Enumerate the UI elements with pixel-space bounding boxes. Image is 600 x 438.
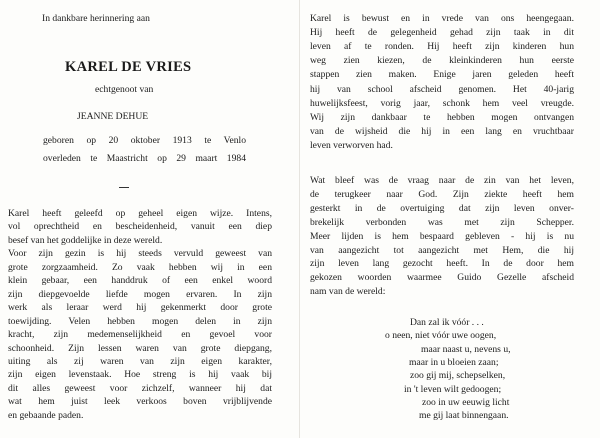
body-line: Voor zijn gezin is hij steeds vervuld geweest van [8, 248, 272, 260]
poem-line: Dan zal ik vóór . . . [410, 317, 484, 328]
body-line: schoonheid. Zijn lessen waren van grote diepgang, [8, 342, 272, 354]
paragraph-line: leven af te ronden. Hij heeft zijn kinderen hun [310, 41, 574, 53]
paragraph-line: leven verworven had. [310, 139, 393, 151]
poem-line: maar in u bloeien zaan; [409, 356, 499, 368]
paragraph-line: Wat bleef was de vraag naar de zin van het leven, [310, 175, 574, 186]
paragraph-line: van aangezicht tot aangezicht met Hem, die hij [310, 244, 574, 256]
paragraph-line: gekozen woorden waarmee Guido Gezelle afscheid [310, 272, 574, 284]
poem-line: o neen, niet vóór uwe oogen, [385, 330, 497, 342]
body-line: en gebaande paden. [8, 409, 84, 421]
right-page [300, 0, 600, 438]
birth-line: geboren op 20 oktober 1913 te Venlo [43, 135, 246, 146]
spouse-intro: echtgenoot van [95, 84, 154, 95]
paragraph-line: hij van school afscheid genomen. Het 40-jarig [310, 83, 574, 95]
paragraph-line: nam van de wereld: [310, 286, 386, 298]
body-line: grote zorgzaamheid. Zo vaak hebben wij in een [8, 261, 272, 273]
poem-line: me gij laat binnengaan. [419, 410, 509, 422]
paragraph-line: van de wijsheid die hij in een lang en vruchtbaar [310, 125, 574, 137]
poem-line: in 't leven wilt gedoogen; [404, 383, 502, 395]
body-line: Karel heeft geleefd op geheel eigen wijze. Intens, [8, 208, 272, 219]
paragraph-line: Wij zijn dankbaar te hebben mogen ontvangen [310, 111, 574, 123]
paragraph-line: Karel is bewust en in vrede van ons heengegaan. [310, 13, 574, 24]
body-line: dit alles geweest voor zichzelf, wanneer hij dat [8, 382, 272, 394]
deceased-name: KAREL DE VRIES [65, 59, 192, 75]
body-line: kracht, zijn medemenselijkheid en gevoel voor [8, 329, 272, 341]
spouse-name: JEANNE DEHUE [77, 111, 149, 122]
paragraph-line: brekelijk verbonden was met zijn Schepper. [310, 216, 574, 228]
body-line: klein gebaar, een handdruk of een enkel woord [8, 275, 272, 287]
body-line: toewijding. Velen hebben mogen delen in zijn [8, 315, 272, 327]
paragraph-line: de terugkeer naar God. Zijn ziekte heeft hem [310, 188, 574, 200]
body-line: wat hem juist leek verkoos boven vrijblijvende [8, 396, 272, 408]
paragraph-line: gesterkt in de overtuiging dat zijn leven onver- [310, 202, 574, 214]
paragraph-line: Hij heeft de gelegenheid gehad zijn taak in dit [310, 27, 574, 39]
body-line: besef van het goddelijke in deze wereld. [8, 234, 163, 246]
paragraph-line: zijn leven lang gezocht heeft. In de door hem [310, 258, 574, 270]
paragraph-line: huwelijksfeest, vorig jaar, schonk hem veel vreugde. [310, 97, 574, 109]
poem-line: zoo gij mij, schepselken, [410, 370, 506, 382]
paragraph-line: Meer lijden is hem bespaard gebleven - hij is nu [310, 230, 574, 242]
poem-line: maar naast u, nevens u, [421, 343, 511, 355]
paragraph-line: weg zien kiezen, de kleinkinderen hun eerste [310, 55, 574, 67]
death-line: overleden te Maastricht op 29 maart 1984 [43, 153, 246, 164]
body-line: uiting als zij waren van zijn eigen karakter, [8, 355, 272, 367]
paragraph-line: stappen zien maken. Enige jaren geleden heeft [310, 69, 574, 81]
body-line: zijn diepgevoelde liefde mogen ervaren. In zijn [8, 288, 272, 300]
body-line: werk als leraar werd hij gekenmerkt door grote [8, 302, 272, 314]
body-line: zijn eigen levenstaak. Hoe streng is hij vaak bij [8, 369, 272, 381]
separator-dash [119, 187, 129, 188]
body-line: vol oprechtheid en bescheidenheid, vanuit een diep [8, 221, 272, 233]
poem-line: zoo in uw eeuwig licht [422, 396, 510, 408]
intro-text: In dankbare herinnering aan [42, 13, 150, 24]
